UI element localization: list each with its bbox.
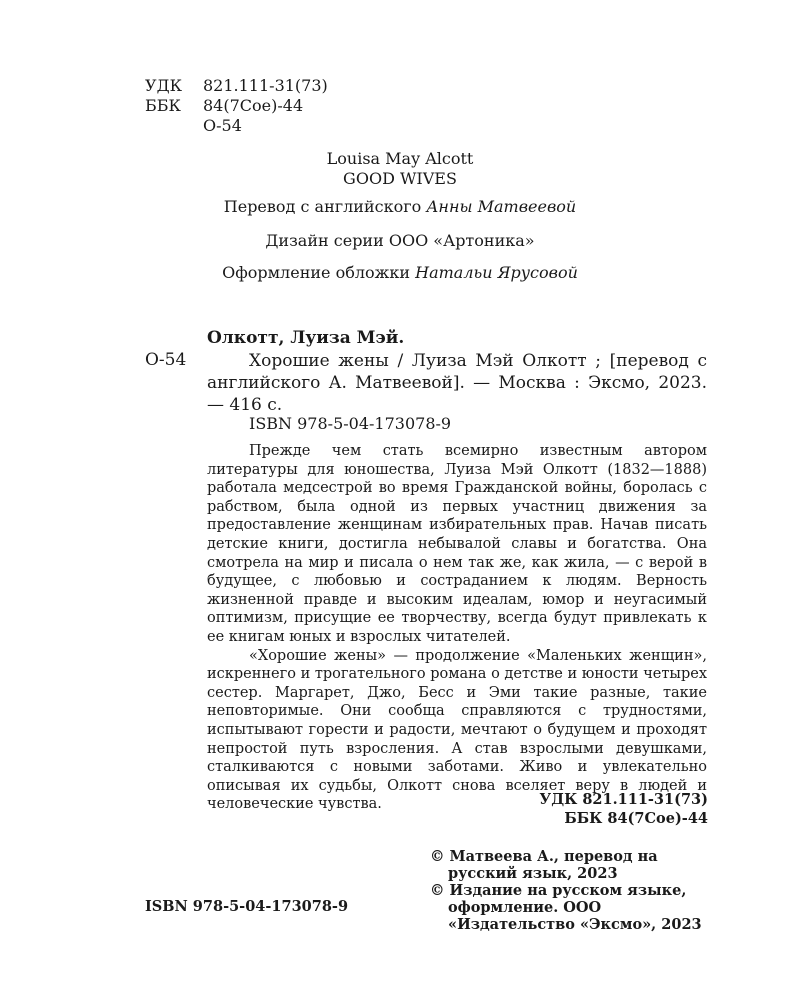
original-author: Louisa May Alcott [326, 149, 474, 168]
annotation [207, 442, 707, 814]
series-design-credit: Дизайн серии ООО «Артоника» [265, 231, 535, 250]
annotation-paragraph-1: Прежде чем стать всемирно известным автором литературы для юношества, Луиза Мэй Олкотт (1832—1888) работала медсестрой во время Гражданской войны, боролась с рабством, была одной из первых участниц движения за предоставление женщинам избирательных прав. Начав писать детские книги, достигла небывалой славы и богатства. Она смотрела на мир и писала о нем так же, как жила, — с верой в будущее, с любовью и состраданием к людям. Верность жизненной правде и высоким идеалам, юмор и неугасимый оптимизм, присущие ее творчеству, всегда будут привлекать к ее книгам юных и взрослых читателей. [207, 443, 707, 645]
record-description: Хорошие жены / Луиза Мэй Олкотт ; [перевод с английского А. Матвеевой]. — Москва : Эксмо, 2023. — 416 с. [207, 351, 707, 415]
udk-row [145, 75, 328, 96]
bbk-label: ББК [145, 96, 181, 115]
original-title: GOOD WIVES [343, 169, 457, 188]
cover-designer-name: Натальи Ярусовой [415, 263, 578, 282]
copyright-translation: © Матвеева А., перевод на русский язык, 2023 [430, 848, 658, 882]
cover-credit [0, 262, 800, 283]
annotation-paragraph-2: «Хорошие жены» — продолжение «Маленьких женщин», искреннего и трогательного романа о детстве и юности четырех сестер. Маргарет, Джо, Бесс и Эми такие разные, такие неповторимые. Они сообща справляются с трудностями, испытывают горести и радости, мечтают о будущем и проходят непростой путь взросления. А став взрослыми девушками, сталкиваются с новыми заботами. Живо и увлекательно описывая их судьбы, Олкотт снова вселяет веру в людей и человеческие чувства. [207, 647, 707, 813]
isbn-bottom: ISBN 978-5-04-173078-9 [145, 898, 349, 915]
record-author-mark: О-54 [145, 350, 187, 370]
copyright-block [430, 848, 710, 933]
record-author-heading: Олкотт, Луиза Мэй. [207, 328, 405, 348]
author-mark-top: О-54 [203, 116, 242, 135]
cover-prefix: Оформление обложки [222, 263, 411, 282]
udk-code-bottom: УДК 821.111-31(73) [539, 791, 708, 808]
translator-name: Анны Матвеевой [426, 197, 577, 216]
copyright-edition: © Издание на русском языке, оформление. ООО «Издательство «Эксмо», 2023 [430, 882, 702, 933]
bbk-code: 84(7Сое)-44 [203, 96, 304, 115]
udk-label: УДК [145, 76, 182, 95]
bbk-row [145, 95, 303, 116]
classification-codes [539, 790, 708, 828]
translation-credit [0, 196, 800, 217]
bbk-code-bottom: ББК 84(7Сое)-44 [564, 810, 708, 827]
translation-prefix: Перевод с английского [223, 197, 422, 216]
record-isbn: ISBN 978-5-04-173078-9 [249, 414, 452, 433]
udk-code: 821.111-31(73) [203, 76, 328, 95]
